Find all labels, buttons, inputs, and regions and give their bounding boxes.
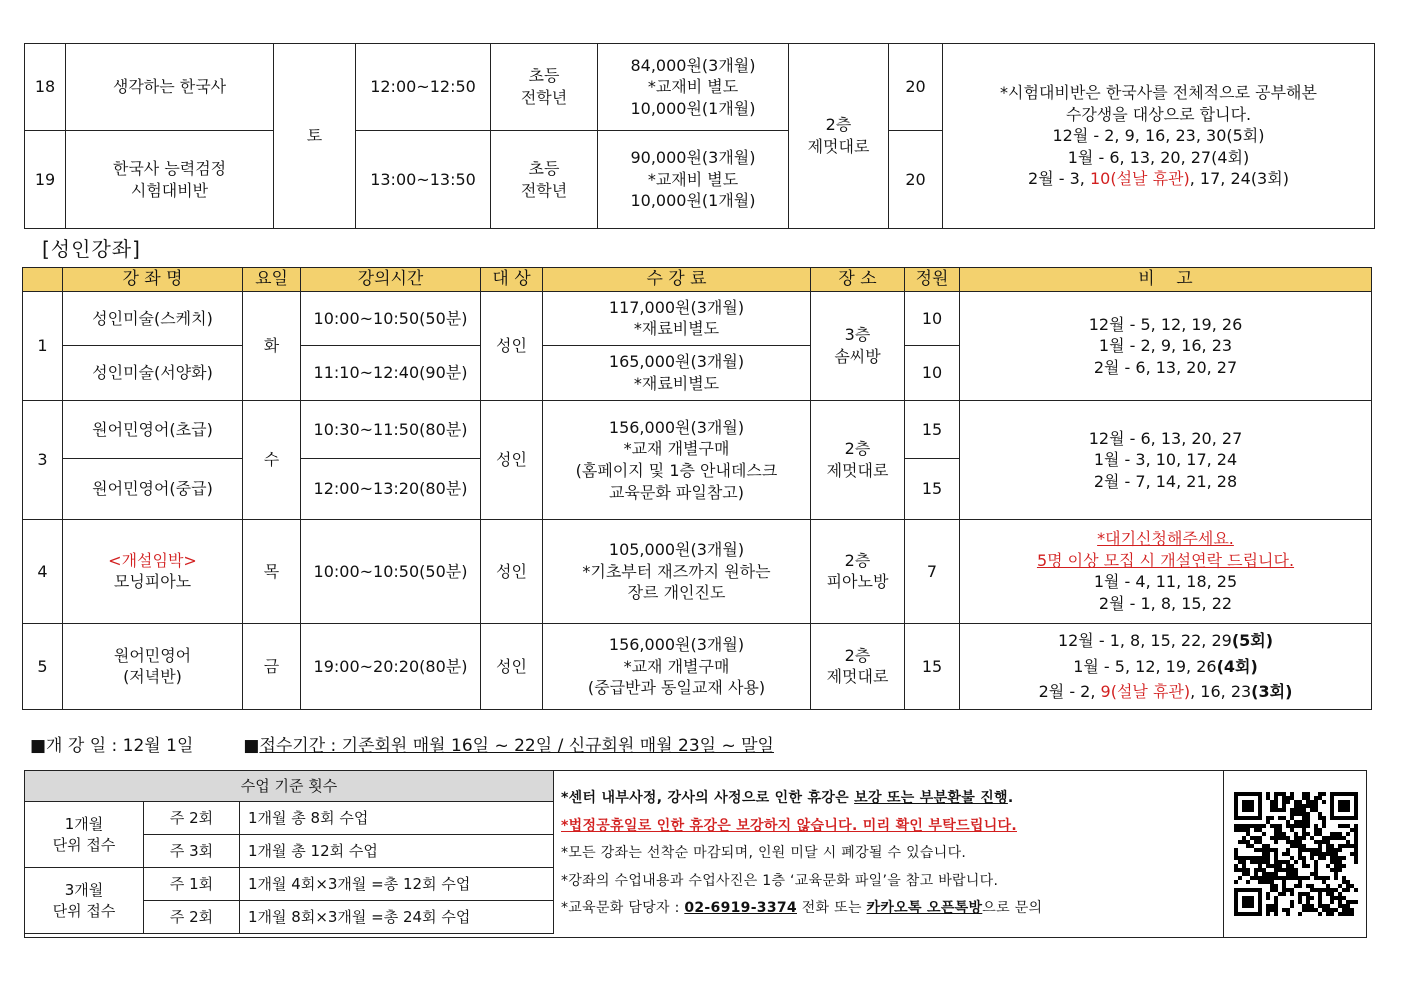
note-cell: *시험대비반은 한국사를 전체적으로 공부해본 수강생을 대상으로 합니다. 12월 - 2, 9, 16, 23, 30(5회) 1월 - 6, 13, 20, 27(4회) 2월 - 3, 10(설날 휴관), 17, 24(3회) <box>943 44 1375 229</box>
unit-label: 1개월 단위 접수 <box>25 802 144 868</box>
place-cell: 2층 제멋대로 <box>811 400 905 519</box>
capacity-cell: 7 <box>905 519 960 623</box>
target-cell: 성인 <box>481 519 543 623</box>
row-number: 1 <box>23 291 63 400</box>
fee-cell: 84,000원(3개월) *교재비 별도 10,000원(1개월) <box>598 44 789 131</box>
course-name: 성인미술(스케치) <box>63 291 243 345</box>
qr-code-icon[interactable] <box>1234 792 1358 916</box>
total-cell: 1개월 총 8회 수업 <box>240 802 554 835</box>
total-cell: 1개월 총 12회 수업 <box>240 835 554 868</box>
notice-item: *모든 강좌는 선착순 마감되며, 인원 미달 시 폐강될 수 있습니다. <box>561 845 967 861</box>
target-cell: 초등 전학년 <box>491 44 598 131</box>
note-cell: 12월 - 1, 8, 15, 22, 29(5회) 1월 - 5, 12, 19, 26(4회) 2월 - 2, 9(설날 휴관), 16, 23(3회) <box>960 623 1372 709</box>
time-cell: 19:00~20:20(80분) <box>301 623 481 709</box>
row-number: 18 <box>25 44 66 131</box>
notice-list <box>561 785 1221 923</box>
time-cell: 11:10~12:40(90분) <box>301 345 481 400</box>
frequency-cell: 주 1회 <box>144 868 240 901</box>
header-note: 비 고 <box>960 268 1372 292</box>
fee-cell: 156,000원(3개월) *교재 개별구매 (중급반과 동일교재 사용) <box>543 623 811 709</box>
notice-item: *법정공휴일로 인한 휴강은 보강하지 않습니다. 미리 확인 부탁드립니다. <box>561 817 1017 834</box>
fee-cell: 117,000원(3개월) *재료비별도 <box>543 291 811 345</box>
row-number: 3 <box>23 400 63 519</box>
note-cell: 12월 - 5, 12, 19, 26 1월 - 2, 9, 16, 23 2월 - 6, 13, 20, 27 <box>960 291 1372 400</box>
course-name: 성인미술(서양화) <box>63 345 243 400</box>
fee-cell: 105,000원(3개월) *기초부터 재즈까지 원하는 장르 개인진도 <box>543 519 811 623</box>
frequency-cell: 주 2회 <box>144 802 240 835</box>
place-cell: 2층 피아노방 <box>811 519 905 623</box>
fee-cell: 156,000원(3개월) *교재 개별구매 (홈페이지 및 1층 안내데스크 교육문화 파일참고) <box>543 400 811 519</box>
place-cell: 2층 제멋대로 <box>789 44 889 229</box>
class-count-table <box>24 770 554 934</box>
count-table-header: 수업 기준 횟수 <box>25 771 554 802</box>
course-name: 생각하는 한국사 <box>66 44 274 131</box>
adult-course-table <box>22 267 1372 710</box>
time-cell: 12:00~12:50 <box>356 44 491 131</box>
notice-item: *강좌의 수업내용과 수업사진은 1층 ‘교육문화 파일’을 참고 바랍니다. <box>561 872 999 889</box>
phone-number: 02-6919-3374 <box>684 900 797 916</box>
time-cell: 13:00~13:50 <box>356 131 491 229</box>
open-date: ■개 강 일 : 12월 1일 <box>30 736 194 756</box>
day-cell: 목 <box>243 519 301 623</box>
note-cell: *대기신청해주세요. 5명 이상 모집 시 개설연락 드립니다. 1월 - 4, 11, 18, 25 2월 - 1, 8, 15, 22 <box>960 519 1372 623</box>
course-name: <개설임박> 모닝피아노 <box>63 519 243 623</box>
row-number: 5 <box>23 623 63 709</box>
total-cell: 1개월 4회×3개월 =총 12회 수업 <box>240 868 554 901</box>
korean-history-table <box>24 43 1375 229</box>
capacity-cell: 20 <box>889 131 943 229</box>
day-cell: 수 <box>243 400 301 519</box>
header-day: 요일 <box>243 268 301 292</box>
time-cell: 10:30~11:50(80분) <box>301 400 481 458</box>
capacity-cell: 15 <box>905 623 960 709</box>
day-cell: 토 <box>274 44 356 229</box>
place-cell: 3층 솜씨방 <box>811 291 905 400</box>
day-cell: 화 <box>243 291 301 400</box>
header-place: 장 소 <box>811 268 905 292</box>
capacity-cell: 10 <box>905 345 960 400</box>
capacity-cell: 15 <box>905 400 960 458</box>
fee-cell: 90,000원(3개월) *교재비 별도 10,000원(1개월) <box>598 131 789 229</box>
header-fee: 수 강 료 <box>543 268 811 292</box>
target-cell: 성인 <box>481 623 543 709</box>
header-time: 강의시간 <box>301 268 481 292</box>
capacity-cell: 10 <box>905 291 960 345</box>
place-cell: 2층 제멋대로 <box>811 623 905 709</box>
course-name: 원어민영어 (저녁반) <box>63 623 243 709</box>
qr-area <box>1223 770 1369 938</box>
header-blank <box>23 268 63 292</box>
target-cell: 성인 <box>481 400 543 519</box>
header-capacity: 정원 <box>905 268 960 292</box>
section-title: [성인강좌] <box>42 237 141 261</box>
time-cell: 12:00~13:20(80분) <box>301 458 481 519</box>
note-cell: 12월 - 6, 13, 20, 27 1월 - 3, 10, 17, 24 2월 - 7, 14, 21, 28 <box>960 400 1372 519</box>
kakao-openchat: 카카오톡 오픈톡방 <box>866 900 983 916</box>
schedule-info: ■개 강 일 : 12월 1일 ■접수기간 : 기존회원 매월 16일 ~ 22일 / 신규회원 매월 23일 ~ 말일 <box>30 736 774 756</box>
unit-label: 3개월 단위 접수 <box>25 868 144 934</box>
fee-cell: 165,000원(3개월) *재료비별도 <box>543 345 811 400</box>
registration-period: 접수기간 : 기존회원 매월 16일 ~ 22일 / 신규회원 매월 23일 ~ 말일 <box>259 736 774 756</box>
capacity-cell: 15 <box>905 458 960 519</box>
row-number: 19 <box>25 131 66 229</box>
frequency-cell: 주 2회 <box>144 901 240 934</box>
header-target: 대 상 <box>481 268 543 292</box>
info-box <box>24 770 1367 938</box>
notice-item: *교육문화 담당자 : 02-6919-3374 전화 또는 카카오톡 오픈톡방으로 문의 <box>561 900 1043 916</box>
notice-item: *센터 내부사정, 강사의 사정으로 인한 휴강은 보강 또는 부분환불 진행. <box>561 790 1014 806</box>
time-cell: 10:00~10:50(50분) <box>301 519 481 623</box>
target-cell: 성인 <box>481 291 543 400</box>
course-name: 원어민영어(초급) <box>63 400 243 458</box>
capacity-cell: 20 <box>889 44 943 131</box>
time-cell: 10:00~10:50(50분) <box>301 291 481 345</box>
course-name: 한국사 능력검정 시험대비반 <box>66 131 274 229</box>
course-name: 원어민영어(중급) <box>63 458 243 519</box>
frequency-cell: 주 3회 <box>144 835 240 868</box>
row-number: 4 <box>23 519 63 623</box>
total-cell: 1개월 8회×3개월 =총 24회 수업 <box>240 901 554 934</box>
header-course-name: 강 좌 명 <box>63 268 243 292</box>
target-cell: 초등 전학년 <box>491 131 598 229</box>
day-cell: 금 <box>243 623 301 709</box>
